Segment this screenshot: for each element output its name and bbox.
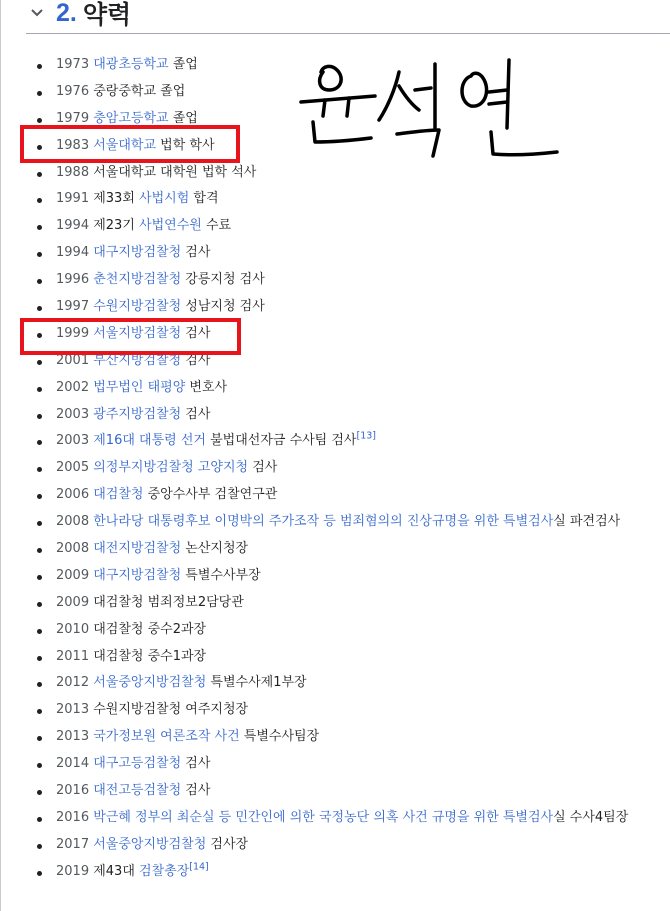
career-year: 2013	[56, 702, 90, 718]
highlight-box-1983	[20, 125, 240, 163]
career-text: 졸업	[168, 57, 198, 72]
career-prefix: 제33회	[89, 191, 135, 207]
career-link[interactable]: 대구지방검찰청	[93, 567, 182, 583]
career-text: 검사	[181, 783, 211, 799]
career-item	[0, 482, 670, 509]
career-text: 법학 학사	[156, 137, 215, 153]
career-year: 1983	[56, 137, 90, 153]
career-text: 수원지방검찰청 여주지청장	[89, 702, 249, 718]
career-year: 1991	[56, 191, 90, 207]
career-link[interactable]: 서울중앙지방검찰청	[93, 836, 207, 852]
career-year: 1994	[56, 245, 90, 261]
section-header[interactable]	[26, 0, 670, 34]
handwritten-signature	[295, 50, 565, 200]
career-year: 1979	[56, 110, 90, 126]
career-text: 검사	[181, 245, 211, 261]
career-text: 중랑중학교 졸업	[89, 83, 186, 99]
career-year: 1997	[56, 299, 90, 315]
career-item	[0, 859, 670, 886]
career-text: 대검찰청 중수1과장	[89, 648, 207, 664]
career-link[interactable]: 서울대학교	[93, 137, 157, 153]
career-item	[0, 455, 670, 482]
career-year: 2008	[56, 541, 90, 557]
career-year: 2009	[56, 594, 90, 610]
career-item	[0, 509, 670, 536]
career-link[interactable]: 춘천지방검찰청	[93, 272, 182, 288]
career-item	[0, 644, 670, 671]
career-year: 2008	[56, 514, 90, 530]
career-link[interactable]: 충암고등학교	[93, 110, 169, 126]
career-item	[0, 778, 670, 805]
career-year: 1988	[56, 164, 90, 180]
career-item	[0, 213, 670, 240]
career-text: 논산지청장	[181, 541, 249, 557]
career-year: 2003	[56, 406, 90, 422]
career-text: 졸업	[168, 110, 198, 126]
career-text: 서울대학교 대학원 법학 석사	[89, 164, 257, 180]
career-year: 1973	[56, 57, 90, 72]
career-link[interactable]: 제16대 대통령 선거	[93, 433, 206, 449]
career-text: 성남지청 검사	[181, 299, 265, 315]
career-text: 실 파견검사	[553, 514, 621, 530]
career-item	[0, 402, 670, 429]
career-year: 1976	[56, 83, 90, 99]
career-text: 특별수사팀장	[239, 729, 320, 745]
career-link[interactable]: 수원지방검찰청	[93, 299, 182, 315]
career-text: 검사	[181, 352, 211, 368]
header-divider	[26, 33, 670, 34]
career-item	[0, 375, 670, 402]
career-link[interactable]: 광주지방검찰청	[93, 406, 182, 422]
career-year: 2019	[56, 863, 90, 879]
section-number: 2.	[56, 0, 77, 27]
career-item	[0, 617, 670, 644]
career-year: 2005	[56, 460, 90, 476]
career-text: 대검찰청 중수2과장	[89, 621, 207, 637]
career-text: 실 수사4팀장	[553, 809, 629, 825]
career-text: 특별수사부장	[181, 567, 261, 583]
career-text: 불법대선자금 수사팀 검사	[205, 433, 357, 449]
career-year: 1996	[56, 272, 90, 288]
career-item	[0, 240, 670, 267]
career-text: 수료	[201, 218, 232, 234]
career-link[interactable]: 서울중앙지방검찰청	[93, 675, 207, 691]
career-link[interactable]: 의정부지방검찰청 고양지청	[93, 460, 249, 476]
career-text: 검사	[181, 756, 211, 772]
career-link[interactable]: 박근혜 정부의 최순실 등 민간인에 의한 국정농단 의혹 사건 규명을 위한 특별검사	[93, 809, 554, 825]
career-text: 검사	[248, 460, 278, 476]
highlight-box-1999	[20, 318, 241, 355]
career-item	[0, 428, 670, 455]
career-text: 대검찰청 범죄정보2담당관	[89, 594, 244, 610]
career-text: 합격	[189, 191, 219, 207]
career-link[interactable]: 법무법인 태평양	[93, 379, 186, 395]
career-year: 2009	[56, 567, 90, 583]
career-item	[0, 563, 670, 590]
career-item	[0, 697, 670, 724]
career-year: 2011	[56, 648, 90, 664]
reference-link[interactable]: [13]	[356, 431, 377, 443]
career-year: 2014	[56, 756, 90, 772]
career-year: 2001	[56, 352, 90, 368]
career-link[interactable]: 한나라당 대통령후보 이명박의 주가조작 등 범죄혐의의 진상규명을 위한 특별검사	[93, 514, 554, 530]
career-item	[0, 670, 670, 697]
career-link[interactable]: 대광초등학교	[93, 57, 169, 72]
career-link[interactable]: 검찰총장	[139, 863, 190, 879]
career-year: 2017	[56, 836, 90, 852]
career-text: 중앙수사부 검찰연구관	[143, 487, 278, 503]
career-text: 특별수사제1부장	[206, 675, 307, 691]
career-text: 강릉지청 검사	[181, 272, 265, 288]
chevron-down-icon[interactable]	[26, 2, 48, 24]
career-item	[0, 590, 670, 617]
career-year: 1994	[56, 218, 90, 234]
career-link[interactable]: 사법시험	[139, 191, 190, 207]
career-item	[0, 536, 670, 563]
career-text: 변호사	[185, 379, 228, 395]
career-text: 검사장	[206, 836, 249, 852]
career-link[interactable]: 부산지방검찰청	[93, 352, 182, 368]
career-year: 2003	[56, 433, 90, 449]
career-year: 2010	[56, 621, 90, 637]
career-text: 검사	[181, 406, 211, 422]
career-link[interactable]: 대전지방검찰청	[93, 541, 182, 557]
career-item	[0, 751, 670, 778]
reference-link[interactable]: [14]	[189, 861, 209, 873]
career-year: 2013	[56, 729, 90, 745]
career-link[interactable]: 국가정보원 여론조작 사건	[93, 729, 240, 745]
career-link[interactable]: 대구고등검찰청	[93, 756, 182, 772]
career-link[interactable]: 대전고등검찰청	[93, 783, 182, 799]
career-year: 2016	[56, 809, 90, 825]
career-prefix: 제43대	[89, 863, 135, 879]
career-year: 1999	[56, 325, 90, 341]
career-year: 2012	[56, 675, 90, 691]
career-item	[0, 294, 670, 321]
career-prefix: 제23기	[89, 218, 135, 234]
career-year: 2016	[56, 783, 90, 799]
career-link[interactable]: 사법연수원	[139, 218, 202, 234]
career-link[interactable]: 서울지방검찰청	[93, 325, 182, 341]
career-year: 2006	[56, 487, 90, 503]
career-year: 2002	[56, 379, 90, 395]
career-link[interactable]: 대구지방검찰청	[93, 245, 182, 261]
career-item	[0, 267, 670, 294]
career-item	[0, 724, 670, 751]
career-link[interactable]: 대검찰청	[93, 487, 144, 503]
section-title: 약력	[82, 0, 132, 29]
career-item	[0, 805, 670, 832]
career-text: 검사	[181, 325, 211, 341]
career-item	[0, 832, 670, 859]
